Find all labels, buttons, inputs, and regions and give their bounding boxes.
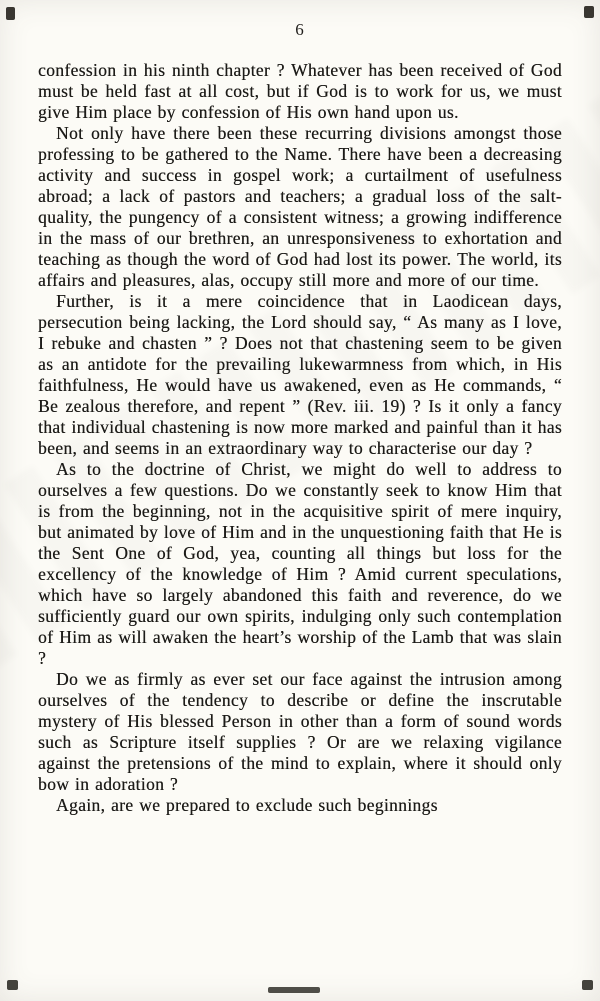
paragraph-4: As to the doctrine of Christ, we might do well to address to ourselves a few questions. Do we constantly seek to know Him that is from the beginning, not in the acquisitive spirit of mere inquiry, but animated by love of Him and in the unquestioning faith that He is the Sent One of God, yea, counting all things but loss for the excellency of the knowledge of Him ? Amid current speculations, which have so largely abandoned this faith and reverence, do we sufficiently guard our own spirits, indulging only such contemplation of Him as will awaken the heart’s worship of the Lamb that was slain ?: [38, 459, 562, 668]
paragraph-6: Again, are we prepared to exclude such beginnings: [56, 795, 438, 815]
scan-artifact-top-right: [584, 6, 594, 18]
scan-artifact-bottom-left: [7, 980, 18, 990]
scan-artifact-bottom-center: [268, 987, 320, 993]
paragraph-2: Not only have there been these recurring divisions amongst those professing to be gathered to the Name. There have been a decreasing activity and success in gospel work; a curtailment of usefulness abroad; a lack of pastors and teachers; a gradual loss of the salt-quality, the pungency of a consistent witness; a growing indifference in the mass of our brethren, an unresponsiveness to exhortation and teaching as though the word of God had lost its power. The world, its affairs and pleasures, alas, occupy still more and more of our time.: [38, 123, 562, 290]
scan-artifact-bottom-right: [582, 980, 593, 990]
paragraph-1: confession in his ninth chapter ? Whatever has been received of God must be held fast at all cost, but if God is to work for us, we must give Him place by confession of His own hand upon us.: [38, 60, 562, 122]
paragraph-3: Further, is it a mere coincidence that in Laodicean days, persecution being lacking, the Lord should say, “ As many as I love, I rebuke and chasten ” ? Does not that chastening seem to be given as an antidote for the prevailing lukewarmness from which, in His faithfulness, He would have us awakened, even as He commands, “ Be zealous therefore, and repent ” (Rev. iii. 19) ? Is it only a fancy that individual chastening is now more marked and painful than it has been, and seems in an extraordinary way to characterise our day ?: [38, 291, 562, 458]
page-body: [38, 60, 562, 816]
scan-artifact-top-left: [6, 7, 15, 20]
page-number: 6: [295, 20, 305, 39]
paragraph-5: Do we as firmly as ever set our face against the intrusion among ourselves of the tendency to describe or define the inscrutable mystery of His blessed Person in other than a form of sound words such as Scripture itself supplies ? Or are we relaxing vigilance against the pretensions of the mind to explain, where it should only bow in adoration ?: [38, 669, 562, 794]
